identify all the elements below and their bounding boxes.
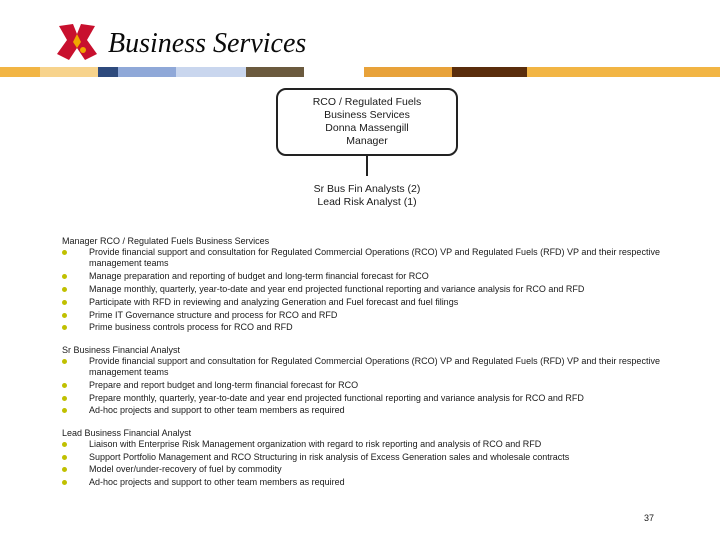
bullet-icon bbox=[62, 408, 67, 413]
bullet-text: Manage preparation and reporting of budget and long-term financial forecast for RCO bbox=[89, 271, 429, 282]
bullet-icon bbox=[62, 396, 67, 401]
role-descriptions bbox=[62, 236, 662, 499]
page-number: 37 bbox=[644, 513, 655, 523]
color-bar-segment bbox=[587, 67, 720, 77]
bullet-text: Provide financial support and consultation for Regulated Commercial Operations (RCO) VP and Regulated Fuels (RFD) VP and their respective management teams bbox=[89, 355, 660, 377]
bullet-item bbox=[62, 271, 662, 282]
color-bar-segment bbox=[40, 67, 98, 77]
bullet-item bbox=[62, 284, 662, 295]
bullet-text: Model over/under-recovery of fuel by commodity bbox=[89, 464, 282, 475]
color-bar-segment bbox=[246, 67, 304, 77]
bullet-item bbox=[62, 356, 662, 378]
section-title: Sr Business Financial Analyst bbox=[62, 344, 181, 355]
color-bar-segment bbox=[176, 67, 246, 77]
bullet-text: Prepare monthly, quarterly, year-to-date and year end projected functional reporting and variance analysis for RCO and RFD bbox=[89, 392, 584, 403]
bullet-item bbox=[62, 439, 662, 450]
bullet-icon bbox=[62, 325, 67, 330]
bullet-icon bbox=[62, 442, 67, 447]
bullet-item bbox=[62, 380, 662, 391]
bullet-list bbox=[62, 439, 662, 489]
color-bar-segment bbox=[527, 67, 587, 77]
bullet-icon bbox=[62, 300, 67, 305]
bullet-icon bbox=[62, 480, 67, 485]
bullet-item bbox=[62, 310, 662, 321]
bullet-icon bbox=[62, 467, 67, 472]
bullet-item bbox=[62, 464, 662, 475]
bullet-icon bbox=[62, 313, 67, 318]
bullet-icon bbox=[62, 455, 67, 460]
section-title: Lead Business Financial Analyst bbox=[62, 427, 192, 438]
staff-list bbox=[276, 183, 458, 209]
bullet-text: Prime business controls process for RCO and RFD bbox=[89, 322, 293, 333]
bullet-item bbox=[62, 247, 662, 269]
bullet-icon bbox=[62, 287, 67, 292]
bullet-text: Support Portfolio Management and RCO Structuring in risk analysis of Excess Generation sales and wholesale contracts bbox=[89, 451, 570, 462]
bullet-icon bbox=[62, 274, 67, 279]
bullet-text: Manage monthly, quarterly, year-to-date and year end projected functional reporting and variance analysis for RCO and RFD bbox=[89, 284, 585, 294]
bullet-icon bbox=[62, 250, 67, 255]
color-bar-segment bbox=[364, 67, 452, 77]
bullet-item bbox=[62, 297, 662, 308]
color-bar-segment bbox=[452, 67, 527, 77]
section-title: Manager RCO / Regulated Fuels Business Services bbox=[62, 236, 270, 246]
bullet-text: Liaison with Enterprise Risk Management organization with regard to risk reporting and analysis of RCO and RFD bbox=[89, 438, 542, 449]
manager-box-line: Manager bbox=[346, 135, 388, 147]
bullet-item bbox=[62, 452, 662, 463]
role-section bbox=[62, 236, 662, 334]
manager-box bbox=[276, 88, 458, 156]
bullet-item bbox=[62, 393, 662, 404]
color-bar-segment bbox=[304, 67, 364, 77]
bullet-icon bbox=[62, 359, 67, 364]
bullet-text: Prime IT Governance structure and process for RCO and RFD bbox=[89, 309, 338, 320]
bullet-text: Ad-hoc projects and support to other team members as required bbox=[89, 477, 345, 488]
staff-line: Lead Risk Analyst (1) bbox=[317, 196, 417, 208]
bullet-text: Participate with RFD in reviewing and analyzing Generation and Fuel forecast and fuel filings bbox=[89, 296, 459, 307]
bullet-list bbox=[62, 356, 662, 417]
staff-line: Sr Bus Fin Analysts (2) bbox=[313, 183, 421, 195]
bullet-item bbox=[62, 322, 662, 333]
bullet-list bbox=[62, 247, 662, 333]
page-title: Business Services bbox=[108, 28, 307, 59]
manager-box-line: RCO / Regulated Fuels bbox=[312, 96, 422, 108]
color-bar-segment bbox=[0, 67, 40, 77]
bullet-text: Provide financial support and consultation for Regulated Commercial Operations (RCO) VP and Regulated Fuels (RFD) VP and their respective management teams bbox=[89, 247, 660, 269]
org-connector-line bbox=[366, 156, 368, 176]
role-section bbox=[62, 428, 662, 489]
color-bar-segment bbox=[98, 67, 118, 77]
company-logo bbox=[55, 20, 99, 64]
manager-box-line: Business Services bbox=[324, 109, 410, 121]
color-bar-segment bbox=[118, 67, 176, 77]
bullet-text: Prepare and report budget and long-term financial forecast for RCO bbox=[89, 379, 359, 390]
bullet-icon bbox=[62, 383, 67, 388]
manager-box-line: Donna Massengill bbox=[325, 122, 409, 134]
bullet-item bbox=[62, 477, 662, 488]
bullet-item bbox=[62, 405, 662, 416]
header-color-bar bbox=[0, 67, 720, 77]
role-section bbox=[62, 345, 662, 417]
bullet-text: Ad-hoc projects and support to other team members as required bbox=[89, 405, 345, 416]
